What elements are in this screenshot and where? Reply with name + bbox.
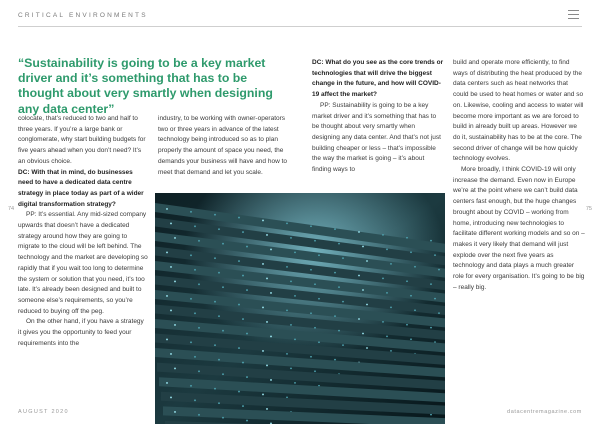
- rack-led: [318, 298, 320, 300]
- column-4: [453, 58, 585, 293]
- rack-led: [362, 289, 364, 291]
- rack-led: [414, 266, 416, 268]
- rack-led: [362, 333, 364, 335]
- rack-led: [190, 211, 192, 213]
- rack-led: [222, 286, 224, 288]
- rack-led: [270, 379, 272, 381]
- rack-led: [286, 222, 288, 224]
- rack-led: [434, 254, 436, 256]
- rack-led: [382, 234, 384, 236]
- rack-led: [166, 208, 168, 210]
- rack-led: [290, 324, 292, 326]
- rack-led: [214, 257, 216, 259]
- rack-led: [218, 402, 220, 404]
- rack-led: [438, 269, 440, 271]
- rack-led: [310, 269, 312, 271]
- column-3: [312, 58, 444, 176]
- rack-led: [170, 223, 172, 225]
- rack-led: [438, 312, 440, 314]
- rack-led: [334, 315, 336, 317]
- rack-led: [198, 370, 200, 372]
- rack-led: [174, 411, 176, 413]
- interview-question: DC: What do you see as the core trends or technologies that will drive the biggest change in the future, and how will COVID-19 affect the market?: [312, 59, 444, 99]
- rack-led: [222, 373, 224, 375]
- rack-led: [430, 283, 432, 285]
- rack-led: [410, 295, 412, 297]
- rack-led: [430, 327, 432, 329]
- rack-led: [338, 243, 340, 245]
- rack-led: [238, 304, 240, 306]
- rack-led: [294, 251, 296, 253]
- server-rack-photo: [155, 193, 445, 424]
- rack-led: [242, 275, 244, 277]
- rack-led: [358, 231, 360, 233]
- rack-led: [390, 263, 392, 265]
- paragraph: colocate, that’s reduced to two and half to three years. If you’re a large bank or conglomerate, why start building budgets for five years ahead when you don’t need? It’s an obvious choice.: [18, 115, 146, 165]
- rack-led: [294, 382, 296, 384]
- rack-led: [246, 246, 248, 248]
- rack-led: [238, 217, 240, 219]
- rack-led: [406, 280, 408, 282]
- pull-quote: “Sustainability is going to be a key market driver and it’s something that has to be thought about very smartly when designing any data center”: [18, 56, 273, 116]
- rack-led: [190, 341, 192, 343]
- rack-led: [286, 309, 288, 311]
- rack-led: [390, 306, 392, 308]
- rack-led: [338, 330, 340, 332]
- rack-led: [222, 330, 224, 332]
- rack-led: [198, 283, 200, 285]
- rack-led: [318, 254, 320, 256]
- rack-led: [294, 338, 296, 340]
- rack-led: [310, 356, 312, 358]
- rack-led: [414, 309, 416, 311]
- rack-led: [194, 399, 196, 401]
- rack-led: [262, 307, 264, 309]
- rack-led: [290, 237, 292, 239]
- rack-led: [190, 254, 192, 256]
- rack-led: [214, 301, 216, 303]
- page-number-right: 75: [585, 206, 592, 212]
- rack-led: [358, 318, 360, 320]
- rack-led: [314, 370, 316, 372]
- rack-led: [194, 356, 196, 358]
- section-header: CRITICAL ENVIRONMENTS: [18, 12, 148, 19]
- rack-led: [270, 292, 272, 294]
- rack-led: [386, 248, 388, 250]
- menu-icon[interactable]: [568, 10, 579, 22]
- rack-led: [382, 321, 384, 323]
- rack-led: [434, 298, 436, 300]
- rack-led: [406, 237, 408, 239]
- paragraph: On the other hand, if you have a strategy it gives you the opportunity to feed your requirements into the: [18, 318, 144, 347]
- rack-led: [262, 394, 264, 396]
- rack-led: [366, 347, 368, 349]
- rack-led: [318, 341, 320, 343]
- rack-led: [270, 249, 272, 251]
- rack-led: [266, 234, 268, 236]
- rack-led: [366, 304, 368, 306]
- rack-led: [166, 382, 168, 384]
- rack-led: [246, 333, 248, 335]
- rack-led: [198, 240, 200, 242]
- page-number-left: 74: [8, 206, 15, 212]
- rack-led: [286, 266, 288, 268]
- rack-led: [222, 417, 224, 419]
- rack-led: [246, 289, 248, 291]
- rack-led: [342, 257, 344, 259]
- paragraph: industry, to be working with owner-operators two or three years in advance of the latest technology being introduced so as to plan properly the amount of space you need, the demands your business will have and how to meet that demand and let you scale.: [158, 115, 287, 176]
- rack-led: [170, 310, 172, 312]
- rack-led: [334, 228, 336, 230]
- rack-led: [262, 263, 264, 265]
- rack-led: [310, 225, 312, 227]
- rack-led: [194, 312, 196, 314]
- rack-led: [286, 353, 288, 355]
- rack-led: [174, 281, 176, 283]
- rack-led: [362, 246, 364, 248]
- rack-led: [358, 275, 360, 277]
- rack-led: [334, 272, 336, 274]
- rack-led: [218, 228, 220, 230]
- column-1: [18, 114, 148, 349]
- rack-led: [342, 344, 344, 346]
- rack-led: [214, 388, 216, 390]
- rack-led: [290, 367, 292, 369]
- rack-led: [238, 391, 240, 393]
- rack-led: [334, 359, 336, 361]
- footer-date: AUGUST 2020: [18, 409, 69, 415]
- rack-led: [222, 243, 224, 245]
- rack-led: [262, 220, 264, 222]
- rack-led: [170, 397, 172, 399]
- rack-led: [238, 347, 240, 349]
- rack-led: [246, 376, 248, 378]
- rack-led: [342, 301, 344, 303]
- rack-led: [270, 336, 272, 338]
- rack-led: [190, 385, 192, 387]
- rack-led: [194, 225, 196, 227]
- rack-led: [166, 295, 168, 297]
- rack-led: [238, 260, 240, 262]
- rack-led: [410, 338, 412, 340]
- rack-led: [338, 286, 340, 288]
- rack-led: [310, 312, 312, 314]
- rack-led: [386, 335, 388, 337]
- rack-led: [266, 278, 268, 280]
- rack-led: [430, 240, 432, 242]
- rack-led: [366, 260, 368, 262]
- rack-led: [166, 252, 168, 254]
- header-divider: [18, 26, 582, 27]
- rack-led: [294, 295, 296, 297]
- rack-led: [266, 365, 268, 367]
- rack-led: [262, 350, 264, 352]
- rack-led: [314, 240, 316, 242]
- rack-led: [242, 231, 244, 233]
- rack-led: [246, 420, 248, 422]
- rack-led: [218, 359, 220, 361]
- rack-led: [194, 269, 196, 271]
- rack-led: [218, 315, 220, 317]
- rack-led: [214, 214, 216, 216]
- paragraph: PP: It’s essential. Any mid-sized company upwards that doesn’t have a dedicated strategy around how they are going to migrate to the cloud will be left behind. The technology and the market are developing so rapidly that if you wait too long to determine the system or solution that you need, it’s too late. It’s already been designed and built to someone else’s requirements, so you’re reduced to buying off the peg.: [18, 211, 148, 315]
- rack-led: [174, 237, 176, 239]
- rack-led: [198, 327, 200, 329]
- rack-led: [390, 350, 392, 352]
- paragraph: More broadly, I think COVID-19 will only increase the demand. Even now in Europe we’re at the point where we can’t build data centers fast enough, but the huge changes brought about by COVID – working from home, introducing new technologies to facilitate different working models and so on – makes it very likely that demand will just explode over the next five years as technology and data plays a much greater role for every organisation. It’s going to be big – really big.: [453, 166, 585, 291]
- rack-led: [290, 280, 292, 282]
- rack-led: [170, 266, 172, 268]
- rack-led: [198, 414, 200, 416]
- footer-website[interactable]: datacentremagazine.com: [507, 409, 582, 415]
- rack-led: [410, 251, 412, 253]
- paragraph: build and operate more efficiently, to find ways of distributing the heat produced by the data centers such as heat networks that could be used to heat homes or water and so on. Likewise, cooling and access to water will become more important as we are forced to build in already built up areas. However we do it, sustainability has to be at the core. The second driver of change will be how quickly technology evolves.: [453, 59, 584, 163]
- rack-led: [242, 405, 244, 407]
- rack-led: [166, 339, 168, 341]
- rack-led: [174, 368, 176, 370]
- rack-led: [174, 324, 176, 326]
- rack-led: [242, 362, 244, 364]
- rack-led: [242, 318, 244, 320]
- column-2: [158, 114, 288, 178]
- rack-led: [314, 327, 316, 329]
- rack-led: [406, 324, 408, 326]
- paragraph: PP: Sustainability is going to be a key market driver and it’s something that has to be thought about very smartly when designing any data center. And that’s not just building cheaper or less – that’s impossible the way the market is going – it’s about finding ways to: [312, 101, 441, 174]
- rack-led: [314, 283, 316, 285]
- rack-led: [218, 272, 220, 274]
- rack-led: [266, 321, 268, 323]
- interview-question: DC: With that in mind, do businesses need to have a dedicated data centre strategy in place today as part of a wider digital transformation strategy?: [18, 168, 144, 208]
- rack-led: [170, 353, 172, 355]
- rack-led: [190, 298, 192, 300]
- rack-led: [382, 277, 384, 279]
- rack-led: [214, 344, 216, 346]
- rack-led: [266, 408, 268, 410]
- rack-led: [386, 292, 388, 294]
